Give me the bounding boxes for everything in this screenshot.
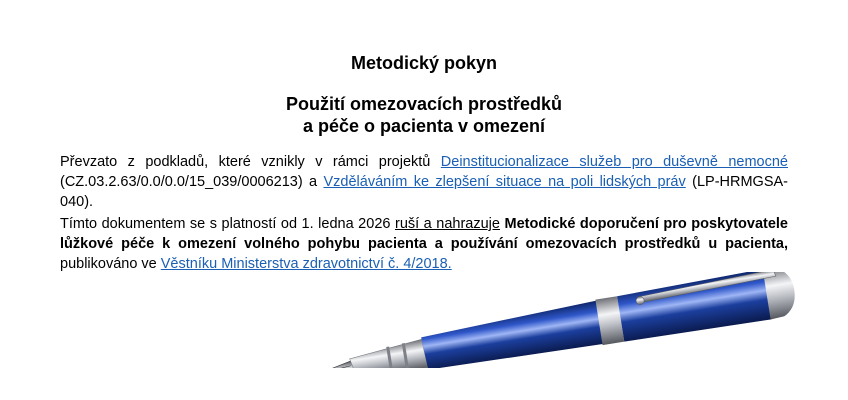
vestnik-link[interactable]: Věstníku Ministerstva zdravotnictví č. 4/2018. — [160, 256, 452, 272]
document-subtitle-line-2: a péče o pacienta v omezení — [302, 116, 546, 136]
validity-text-start: Tímto dokumentem se s platností od 1. ledna 2026 — [60, 216, 395, 232]
document-subtitle-line-1: Použití omezovacích prostředků — [285, 94, 563, 114]
source-paragraph — [60, 152, 788, 212]
source-text-before: Převzato z podkladů, které vznikly v rámci projektů — [60, 154, 441, 170]
source-text-middle: (CZ.03.2.63/0.0/0.0/15_039/0006213) a — [60, 174, 324, 190]
validity-text-after-bold: publikováno ve — [60, 256, 161, 272]
fountain-pen-icon — [300, 272, 800, 368]
replaced-document-title: Metodické doporučení pro poskytovatele lůžkové péče k omezení volného pohybu pacienta a používání omezovacích prostředků u pacienta, — [60, 216, 788, 252]
validity-paragraph — [60, 214, 788, 274]
document-title: Metodický pokyn — [350, 53, 498, 73]
validity-underlined-text: ruší a nahrazuje — [394, 216, 500, 232]
source-text-after: (LP-HRMGSA-040). — [60, 174, 788, 210]
project-link-deinstitucionalizace[interactable]: Deinstitucionalizace služeb pro duševně nemocné — [440, 154, 788, 170]
project-link-vzdelavanim[interactable]: Vzděláváním ke zlepšení situace na poli lidských práv — [323, 174, 686, 190]
